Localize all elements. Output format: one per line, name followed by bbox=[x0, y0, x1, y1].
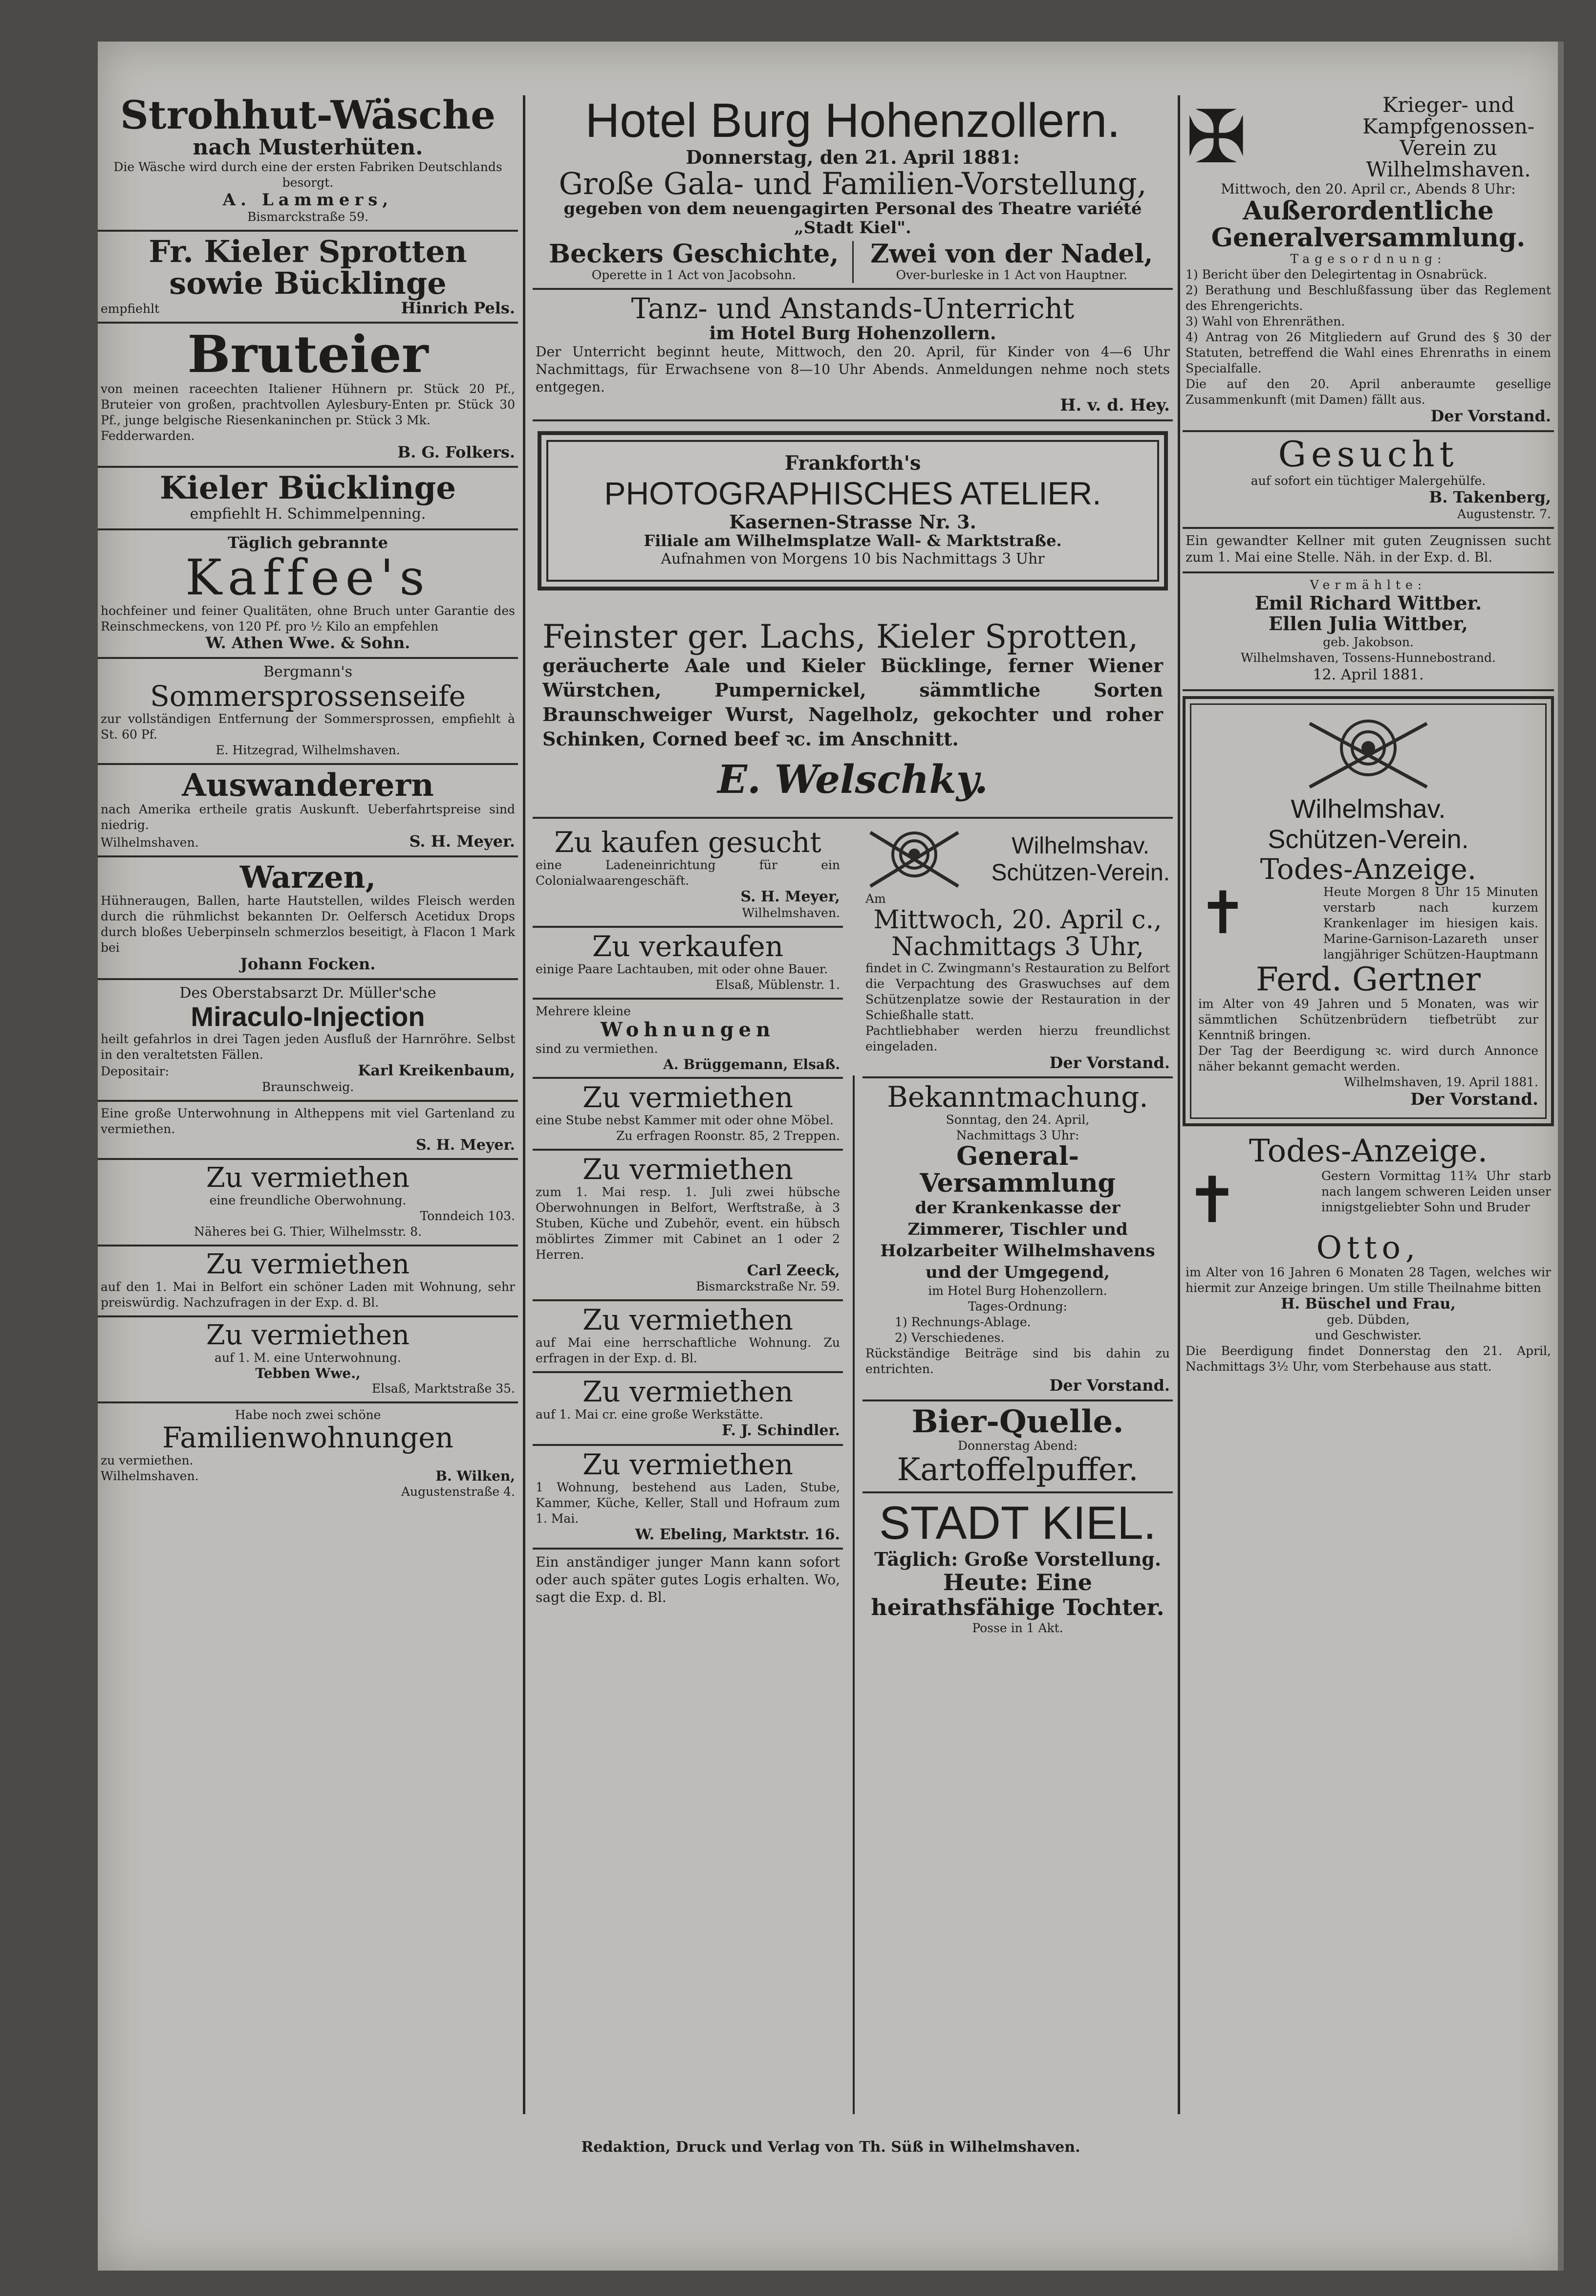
ad-title: Warzen, bbox=[239, 859, 376, 895]
ad-signature: Johann Focken. bbox=[240, 955, 376, 973]
ad-signature: W. Athen Wwe. & Sohn. bbox=[205, 633, 410, 652]
ad-signature: S. H. Meyer. bbox=[409, 832, 515, 851]
ad-title: Wilhelmshav. bbox=[1291, 794, 1446, 824]
ad-body: 1 Wohnung, bestehend aus Laden, Stube, Kammer, Küche, Keller, Stall und Hofraum zum 1. Mai. bbox=[536, 1480, 840, 1526]
ad-body: findet in C. Zwingmann's Restauration zu Belfort die Verpachtung des Graswuchses auf dem Schützenplatze sowie der Restauration in der Schießhalle statt. bbox=[865, 961, 1170, 1022]
ad-date: Mittwoch, den 20. April cr., Abends 8 Uhr: bbox=[1221, 181, 1516, 197]
ad-gesucht bbox=[1183, 432, 1554, 528]
ad-name: Otto, bbox=[1316, 1229, 1421, 1266]
ad-title: Todes-Anzeige. bbox=[1249, 1133, 1488, 1170]
ad-agenda-title: Tages-Ordnung: bbox=[968, 1299, 1067, 1314]
ad-unterwohnung bbox=[98, 1102, 518, 1160]
ad-vermiethen-3 bbox=[98, 1317, 518, 1403]
ad-vermiethen-2 bbox=[98, 1246, 518, 1317]
ad-body: eine freundliche Oberwohnung. bbox=[209, 1193, 407, 1207]
ad-name: Ellen Julia Wittber, bbox=[1269, 612, 1468, 635]
ad-pretitle: Habe noch zwei schöne bbox=[235, 1407, 381, 1422]
column-middle-right bbox=[853, 824, 1173, 1640]
agenda-item: 1) Rechnungs-Ablage. bbox=[895, 1315, 1031, 1330]
ad-body: Die Wäsche wird durch eine der ersten Fabriken Deutschlands besorgt. bbox=[113, 160, 502, 190]
ad-bekanntmachung bbox=[863, 1078, 1173, 1401]
ad-date: 12. April 1881. bbox=[1313, 666, 1424, 683]
ad-title: Auswanderern bbox=[182, 766, 434, 804]
ad-signature: H. Büschel und Frau, bbox=[1281, 1295, 1456, 1312]
ad-date: Donnerstag Abend: bbox=[957, 1439, 1078, 1453]
ad-text: geb. Jakobson. bbox=[1323, 634, 1414, 649]
ad-body: Heute Morgen 8 Uhr 15 Minuten verstarb nach kurzem Krankenlager im hiesigen kais. Marine-Garnison-Lazareth unser langjähriger Schützen-Hauptmann bbox=[1323, 885, 1538, 962]
ad-todes-schuetzen bbox=[1183, 696, 1554, 1126]
ad-place: Wilhelmshaven, Tossens-Hunnebostrand. bbox=[1241, 650, 1496, 665]
ad-body: nach Amerika ertheile gratis Auskunft. Ueberfahrtspreise sind niedrig. bbox=[101, 802, 515, 832]
ad-vermiethen-4 bbox=[533, 1079, 843, 1151]
ad-text: Depositair: bbox=[101, 1064, 170, 1078]
ad-text: Heute: Eine heirathsfähige Tochter. bbox=[871, 1569, 1165, 1621]
ad-strohhut bbox=[98, 90, 518, 232]
play-subtitle: Operette in 1 Act von Jacobsohn. bbox=[591, 268, 796, 283]
ad-date: Donnerstag, den 21. April 1881: bbox=[686, 146, 1020, 168]
ad-date: Mittwoch, 20. April c., bbox=[873, 905, 1162, 935]
ad-title: Außerordentliche Generalversammlung. bbox=[1211, 196, 1526, 253]
ad-name: Ferd. Gertner bbox=[1256, 961, 1481, 999]
ad-place: Braunschweig. bbox=[261, 1079, 354, 1094]
ad-body: geräucherte Aale und Kieler Bücklinge, ferner Wiener Würstchen, Pumpernickel, sämmtliche Sorten Braunschweiger Wurst, Nagelholz, gekochter und roher Schinken, Corned beef ꝛc. im Anschnitt. bbox=[542, 654, 1163, 750]
ad-signature: Der Vorstand. bbox=[1049, 1376, 1170, 1395]
ad-signature: S. H. Meyer, bbox=[740, 888, 840, 906]
ad-body: Der Unterricht beginnt heute, Mittwoch, den 20. April, für Kinder von 4—6 Uhr Nachmittags, für Erwachsene von 8—10 Uhr Abends. Anmeldungen nehme noch stets entgegen. bbox=[536, 344, 1170, 395]
column-rule bbox=[1178, 95, 1180, 2114]
ad-pretitle: Des Oberstabsarzt Dr. Müller'sche bbox=[179, 984, 436, 1002]
ad-body: Gestern Vormittag 11¾ Uhr starb nach langem schweren Leiden unser innigstgeliebter Sohn und Bruder bbox=[1321, 1168, 1551, 1214]
ad-place: Fedderwarden. bbox=[101, 428, 195, 443]
ad-body: Die auf den 20. April anberaumte gesellige Zusammenkunft (mit Damen) fällt aus. bbox=[1186, 377, 1551, 407]
ad-auswanderern bbox=[98, 765, 518, 857]
column-right bbox=[1183, 90, 1554, 1379]
ad-body: Ein anständiger junger Mann kann sofort oder auch später gutes Logis erhalten. Wo, sagt die Exp. d. Bl. bbox=[536, 1554, 840, 1605]
ad-krieger bbox=[1183, 90, 1554, 432]
column-middle bbox=[533, 90, 1173, 1641]
ad-vermiethen-7 bbox=[533, 1373, 843, 1445]
ad-title: Gesucht bbox=[1278, 434, 1459, 475]
ad-title: Krieger- und Kampfgenossen-Verein zu Wilhelmshaven. bbox=[1362, 93, 1534, 182]
ad-pretitle: Täglich gebrannte bbox=[228, 533, 388, 552]
ad-text: Filiale am Wilhelmsplatze Wall- & Marktstraße. bbox=[644, 531, 1062, 550]
ad-title: Zu vermiethen bbox=[582, 1080, 794, 1114]
ad-title: Hotel Burg Hohenzollern. bbox=[585, 93, 1121, 147]
ad-signature: B. Wilken, bbox=[435, 1468, 515, 1485]
target-rifles-icon bbox=[865, 828, 963, 891]
ad-pretitle: Bergmann's bbox=[263, 663, 352, 680]
ad-title: Große Gala- und Familien-Vorstellung, bbox=[559, 166, 1147, 202]
agenda-item: 1) Bericht über den Delegirtentag in Osnabrück. bbox=[1186, 267, 1488, 282]
ad-address: Kasernen-Strasse Nr. 3. bbox=[729, 510, 976, 533]
ad-date: Wilhelmshaven, 19. April 1881. bbox=[1344, 1075, 1538, 1090]
column-middle-left bbox=[533, 824, 853, 1640]
ad-address: Bismarckstraße 59. bbox=[247, 210, 368, 224]
ad-place: Wilhelmshaven. bbox=[101, 1468, 199, 1483]
ad-title: Zu vermiethen bbox=[206, 1319, 410, 1351]
ad-title: Feinster ger. Lachs, Kieler Sprotten, bbox=[542, 617, 1139, 656]
ad-schuetzen bbox=[863, 824, 1173, 1078]
ad-body: Hühneraugen, Ballen, harte Hautstellen, wildes Fleisch werden durch die rühmlichst bekannten Dr. Oelfersch Acetidux Drops durch bloßes Ueberpinseln schmerzlos beseitigt, à Flacon 1 Mark bei bbox=[101, 894, 515, 955]
grave-cross-icon: ✝ bbox=[1186, 1162, 1239, 1237]
ad-miraculo bbox=[98, 980, 518, 1102]
ad-text: Posse in 1 Akt. bbox=[972, 1620, 1063, 1635]
wreath-target-icon bbox=[1295, 714, 1442, 792]
ad-pretitle: Frankforth's bbox=[784, 451, 921, 475]
ad-body: sind zu vermiethen. bbox=[536, 1041, 658, 1056]
ad-body: der Krankenkasse der Zimmerer, Tischler und Holzarbeiter Wilhelmshavens und der Umgegend, bbox=[880, 1198, 1155, 1283]
ad-signature: E. Welschky. bbox=[717, 756, 988, 803]
ad-signature: F. J. Schindler. bbox=[722, 1422, 840, 1440]
ad-zu-verkaufen bbox=[533, 928, 843, 1000]
ad-title: sowie Bücklinge bbox=[169, 265, 447, 302]
ad-text: geb. Dübden, bbox=[1327, 1312, 1410, 1327]
ad-title: Bekanntmachung. bbox=[887, 1080, 1148, 1114]
ad-vermiethen-1 bbox=[98, 1160, 518, 1246]
ad-title: General-Versammlung bbox=[920, 1141, 1116, 1198]
ad-body: von meinen raceechten Italiener Hühnern pr. Stück 20 Pf., Bruteier von großen, prachtvollen Aylesbury-Enten pr. Stück 30 Pf., junge belgische Riesenkaninchen pr. Stück 3 Mk. bbox=[101, 381, 515, 427]
ad-body: eine Ladeneinrichtung für ein Colonialwaarengeschäft. bbox=[536, 858, 840, 888]
ad-title: STADT KIEL. bbox=[879, 1497, 1157, 1550]
ad-title: Sommersprossenseife bbox=[150, 679, 466, 713]
ad-body: im Alter von 49 Jahren und 5 Monaten, was wir sämmtlichen Schützenbrüdern tiefbetrübt zur Kenntniß bringen. bbox=[1198, 997, 1538, 1043]
ad-signature: W. Ebeling, Marktstr. 16. bbox=[635, 1526, 840, 1543]
ad-title: Tanz- und Anstands-Unterricht bbox=[631, 292, 1075, 326]
ad-stadt-kiel bbox=[863, 1493, 1173, 1640]
ad-place: Wilhelmshaven. bbox=[101, 835, 199, 850]
ad-hotel bbox=[533, 90, 1173, 290]
ad-wohnungen bbox=[533, 1000, 843, 1079]
grave-cross-icon: ✝ bbox=[1198, 879, 1248, 948]
ad-title: Strohhut-Wäsche bbox=[120, 92, 496, 138]
ad-buecklinge bbox=[98, 468, 518, 530]
column-left bbox=[98, 90, 518, 1505]
agenda-item: 3) Wahl von Ehrenräthen. bbox=[1186, 314, 1345, 329]
ad-signature: Der Vorstand. bbox=[1410, 1090, 1538, 1110]
ad-title: Wohnungen bbox=[600, 1018, 776, 1041]
play-subtitle: Over-burleske in 1 Act von Hauptner. bbox=[896, 268, 1127, 283]
ad-title: Bier-Quelle. bbox=[911, 1403, 1124, 1441]
ad-signature: B. G. Folkers. bbox=[397, 442, 515, 461]
ad-title: Schützen-Verein. bbox=[1268, 825, 1469, 854]
ad-sprotten bbox=[98, 232, 518, 324]
ad-body: Der Tag der Beerdigung ꝛc. wird durch Annonce näher bekannt gemacht werden. bbox=[1198, 1044, 1538, 1074]
ad-body: zu vermiethen. bbox=[101, 1453, 194, 1467]
play-title: Beckers Geschichte, bbox=[549, 241, 839, 269]
ad-text: Zu erfragen Roonstr. 85, 2 Treppen. bbox=[616, 1128, 840, 1143]
ad-agenda-title: Tagesordnung: bbox=[1290, 252, 1446, 266]
ad-title: Bruteier bbox=[187, 324, 429, 385]
ad-time: Nachmittags 3 Uhr, bbox=[891, 932, 1144, 962]
ad-body: zum 1. Mai resp. 1. Juli zwei hübsche Oberwohnungen in Belfort, Werftstraße, à 3 Stuben, Küche und Zubehör, event. ein hübsch möblirtes Zimmer mit Cabinet an 1 oder 2 Herren. bbox=[536, 1184, 840, 1262]
column-rule bbox=[523, 95, 525, 2114]
ad-place: im Hotel Burg Hohenzollern. bbox=[928, 1284, 1107, 1298]
ad-address: Elsaß, Müblenstr. 1. bbox=[715, 977, 840, 992]
ad-vermiethen-5 bbox=[533, 1151, 843, 1301]
ad-title: PHOTOGRAPHISCHES ATELIER. bbox=[604, 475, 1101, 511]
ad-vermiethen-6 bbox=[533, 1301, 843, 1373]
ad-body: auf sofort ein tüchtiger Malergehülfe. bbox=[1251, 473, 1486, 488]
imprint-footer: Redaktion, Druck und Verlag von Th. Süß in Wilhelmshaven. bbox=[581, 2139, 1080, 2156]
ad-address: Bismarckstraße Nr. 59. bbox=[696, 1279, 840, 1294]
ad-zu-kaufen bbox=[533, 824, 843, 927]
ad-text: Aufnahmen von Morgens 10 bis Nachmittags 3 Uhr bbox=[661, 550, 1045, 568]
ad-title: Zu vermiethen bbox=[582, 1375, 794, 1409]
ad-title: Zu kaufen gesucht bbox=[554, 826, 821, 859]
agenda-item: 2) Berathung und Beschlußfassung über das Reglement des Ehrengerichts. bbox=[1186, 283, 1551, 313]
ad-place: Wilhelmshaven. bbox=[742, 905, 840, 920]
ad-body: Rückständige Beiträge sind bis dahin zu entrichten. bbox=[865, 1346, 1170, 1377]
ad-kellner bbox=[1183, 529, 1554, 573]
ad-body: zur vollständigen Entfernung der Sommersprossen, empfiehlt à St. 60 Pf. bbox=[101, 711, 515, 742]
ad-bruteier bbox=[98, 324, 518, 468]
ad-name: Emil Richard Wittber. bbox=[1254, 591, 1482, 614]
ad-body: im Alter von 16 Jahren 6 Monaten 28 Tagen, welches wir hiermit zur Anzeige bringen. Um stille Theilnahme bitten bbox=[1186, 1265, 1551, 1295]
ad-bier-quelle bbox=[863, 1401, 1173, 1493]
ad-body: auf 1. Mai cr. eine große Werkstätte. bbox=[536, 1407, 763, 1422]
ad-pretitle: Mehrere kleine bbox=[536, 1004, 631, 1018]
ad-pretitle: Am bbox=[865, 892, 886, 906]
ad-signature: Tebben Wwe., bbox=[255, 1365, 361, 1381]
ad-date: Sonntag, den 24. April, bbox=[946, 1113, 1090, 1127]
page-edge bbox=[1558, 42, 1564, 2271]
ad-body: Die Beerdigung findet Donnerstag den 21. April, Nachmittags 3½ Uhr, vom Sterbehause aus statt. bbox=[1186, 1344, 1551, 1374]
ad-title: Zu vermiethen bbox=[582, 1303, 794, 1337]
ad-signature: Carl Zeeck, bbox=[747, 1262, 840, 1279]
ad-warzen bbox=[98, 857, 518, 980]
ad-title: Zu vermiethen bbox=[206, 1248, 410, 1280]
ad-body: heilt gefahrlos in drei Tagen jeden Ausfluß der Harnröhre. Selbst in den veraltetsten Fällen. bbox=[101, 1032, 515, 1062]
ad-address: Augustenstraße 4. bbox=[401, 1484, 515, 1499]
ad-text: empfiehlt bbox=[101, 302, 160, 316]
ad-text: und Geschwister. bbox=[1315, 1328, 1422, 1343]
ad-body: auf den 1. Mai in Belfort ein schöner Laden mit Wohnung, sehr preiswürdig. Nachzufragen in der Exp. d. Bl. bbox=[101, 1279, 515, 1310]
ad-vermiethen-8 bbox=[533, 1446, 843, 1550]
ad-signature: Der Vorstand. bbox=[1049, 1053, 1170, 1072]
ad-body: eine Stube nebst Kammer mit oder ohne Möbel. bbox=[536, 1113, 834, 1127]
ad-title: Zu vermiethen bbox=[206, 1162, 410, 1194]
ad-text: Täglich: Große Vorstellung. bbox=[874, 1548, 1162, 1571]
ad-signature: A. Lammers, bbox=[222, 190, 393, 210]
ad-title: Schützen-Verein. bbox=[991, 860, 1170, 886]
ad-signature: H. v. d. Hey. bbox=[1060, 395, 1170, 415]
ad-body: einige Paare Lachtauben, mit oder ohne Bauer. bbox=[536, 962, 828, 976]
ad-address: Tonndeich 103. bbox=[420, 1209, 515, 1223]
ad-signature: S. H. Meyer. bbox=[415, 1136, 515, 1154]
ad-title: Zu vermiethen bbox=[582, 1447, 794, 1481]
ad-body: gegeben von dem neuengagirten Personal des Theatre variété „Stadt Kiel". bbox=[563, 199, 1142, 238]
ad-photo-frame bbox=[538, 431, 1168, 590]
ad-logis bbox=[533, 1550, 843, 1611]
ad-signature: A. Brüggemann, Elsaß. bbox=[663, 1056, 840, 1072]
ad-subtitle: im Hotel Burg Hohenzollern. bbox=[709, 323, 996, 344]
ad-title: Miraculo-Injection bbox=[191, 1001, 425, 1032]
ad-todes-otto bbox=[1183, 1131, 1554, 1379]
ad-body: auf Mai eine herrschaftliche Wohnung. Zu erfragen in der Exp. d. Bl. bbox=[536, 1335, 840, 1366]
ad-subtitle: nach Musterhüten. bbox=[193, 135, 423, 160]
agenda-item: 2) Verschiedenes. bbox=[895, 1331, 1005, 1345]
ad-familienwohnungen bbox=[98, 1403, 518, 1505]
play-title: Zwei von der Nadel, bbox=[870, 241, 1153, 269]
ad-title: Zu vermiethen bbox=[582, 1152, 794, 1186]
ad-signature: B. Takenberg, bbox=[1429, 487, 1551, 506]
ad-title: Kieler Bücklinge bbox=[159, 470, 456, 507]
ad-lachs bbox=[533, 600, 1173, 819]
ad-title: Kartoffelpuffer. bbox=[897, 1452, 1139, 1488]
ad-body: Eine große Unterwohnung in Altheppens mit viel Gartenland zu vermiethen. bbox=[101, 1106, 515, 1136]
ad-address: Elsaß, Marktstraße 35. bbox=[371, 1381, 515, 1396]
ad-signature: E. Hitzegrad, Wilhelmshaven. bbox=[216, 743, 400, 757]
ad-signature: Karl Kreikenbaum, bbox=[358, 1062, 515, 1080]
ad-vermaehlte bbox=[1183, 573, 1554, 691]
ad-title: Fr. Kieler Sprotten bbox=[149, 234, 467, 270]
ad-title: Todes-Anzeige. bbox=[1260, 853, 1477, 886]
newspaper-page bbox=[98, 42, 1564, 2271]
ad-body: Ein gewandter Kellner mit guten Zeugnissen sucht zum 1. Mai eine Stelle. Näh. in der Exp. d. Bl. bbox=[1186, 533, 1551, 566]
ad-body: empfiehlt H. Schimmelpenning. bbox=[190, 505, 426, 523]
ad-body: hochfeiner und feiner Qualitäten, ohne Bruch unter Garantie des Reinschmeckens, von 120 Pf. pro ½ Kilo an empfehlen bbox=[101, 603, 515, 634]
ad-time: Nachmittags 3 Uhr: bbox=[956, 1128, 1079, 1143]
ad-body: auf 1. M. eine Unterwohnung. bbox=[215, 1350, 401, 1365]
ad-address: Augustenstr. 7. bbox=[1457, 506, 1551, 521]
ad-tanz bbox=[533, 290, 1173, 421]
ad-text: Näheres bei G. Thier, Wilhelmsstr. 8. bbox=[194, 1225, 422, 1239]
ad-signature: Der Vorstand. bbox=[1430, 407, 1551, 426]
ad-signature: Hinrich Pels. bbox=[401, 298, 515, 317]
iron-cross-icon: ✠ bbox=[1186, 95, 1247, 180]
ad-title: Familienwohnungen bbox=[162, 1421, 453, 1454]
agenda-item: 4) Antrag von 26 Mitgliedern auf Grund des § 30 der Statuten, betreffend die Wahl eines Ehrenraths in einem Specialfalle. bbox=[1186, 330, 1551, 376]
ad-kaffee bbox=[98, 530, 518, 659]
ad-title: Kaffee's bbox=[185, 548, 431, 606]
ad-pretitle: Vermählte: bbox=[1310, 577, 1427, 592]
ad-sommersprossen bbox=[98, 659, 518, 765]
ad-title: Wilhelmshav. bbox=[1012, 833, 1150, 859]
ad-title: Zu verkaufen bbox=[592, 929, 784, 963]
ad-body: Pachtliebhaber werden hierzu freundlichst eingeladen. bbox=[865, 1023, 1170, 1053]
